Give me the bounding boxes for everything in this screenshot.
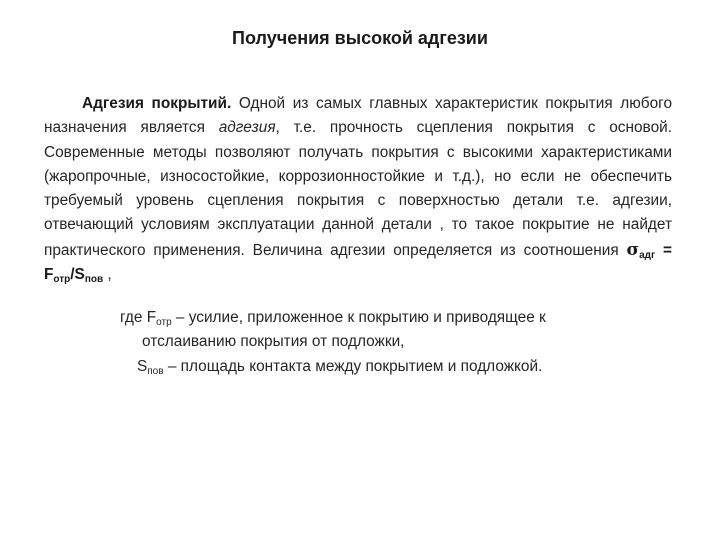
definition-force-cont: отслаиванию покрытия от подложки, (142, 333, 405, 350)
lead-phrase: Адгезия покрытий. (82, 95, 232, 112)
slide-title: Получения высокой адгезии (232, 28, 488, 48)
term-adhesion: адгезия (218, 119, 276, 137)
def-f-sub: отр (156, 317, 172, 328)
def-s-sub: пов (147, 366, 164, 377)
def-s: S (137, 358, 148, 375)
definition-force (120, 306, 546, 330)
formula-s-sub: пов (84, 274, 104, 286)
paragraph-text-1: Одной из самых главных характеристик покрытия любого назначения является (44, 95, 673, 137)
def-s-text: – площадь контакта между покрытием и подложкой. (163, 358, 543, 375)
formula-f-sub: отр (53, 274, 71, 286)
formula-sigma: σ (626, 239, 640, 260)
formula-sigma-sub: адг (639, 249, 656, 261)
paragraph-text-2: , т.е. прочность сцепления покрытия с основой. Современные методы позволяют получать покрытия с высокими характеристиками (жаропрочные, износостойкие, коррозионностойкие и т.д.), но если не обеспечить требуемый уровень сцепления покрытия с поверхностью детали т.е. адгезии, отвечающий условиям эксплуатации данной детали , то такое покрытие не найдет практического применения. Величина адгезии определяется из соотношения (44, 119, 672, 259)
formula-eq: = F (44, 241, 672, 284)
formula-tail: , (103, 266, 112, 284)
def-f-text: – усилие, приложенное к покрытию и приводящее к (171, 309, 546, 326)
def-where: где F (120, 309, 157, 326)
formula-div: /S (70, 266, 85, 284)
body-paragraph (44, 92, 672, 287)
definition-area (137, 355, 542, 379)
